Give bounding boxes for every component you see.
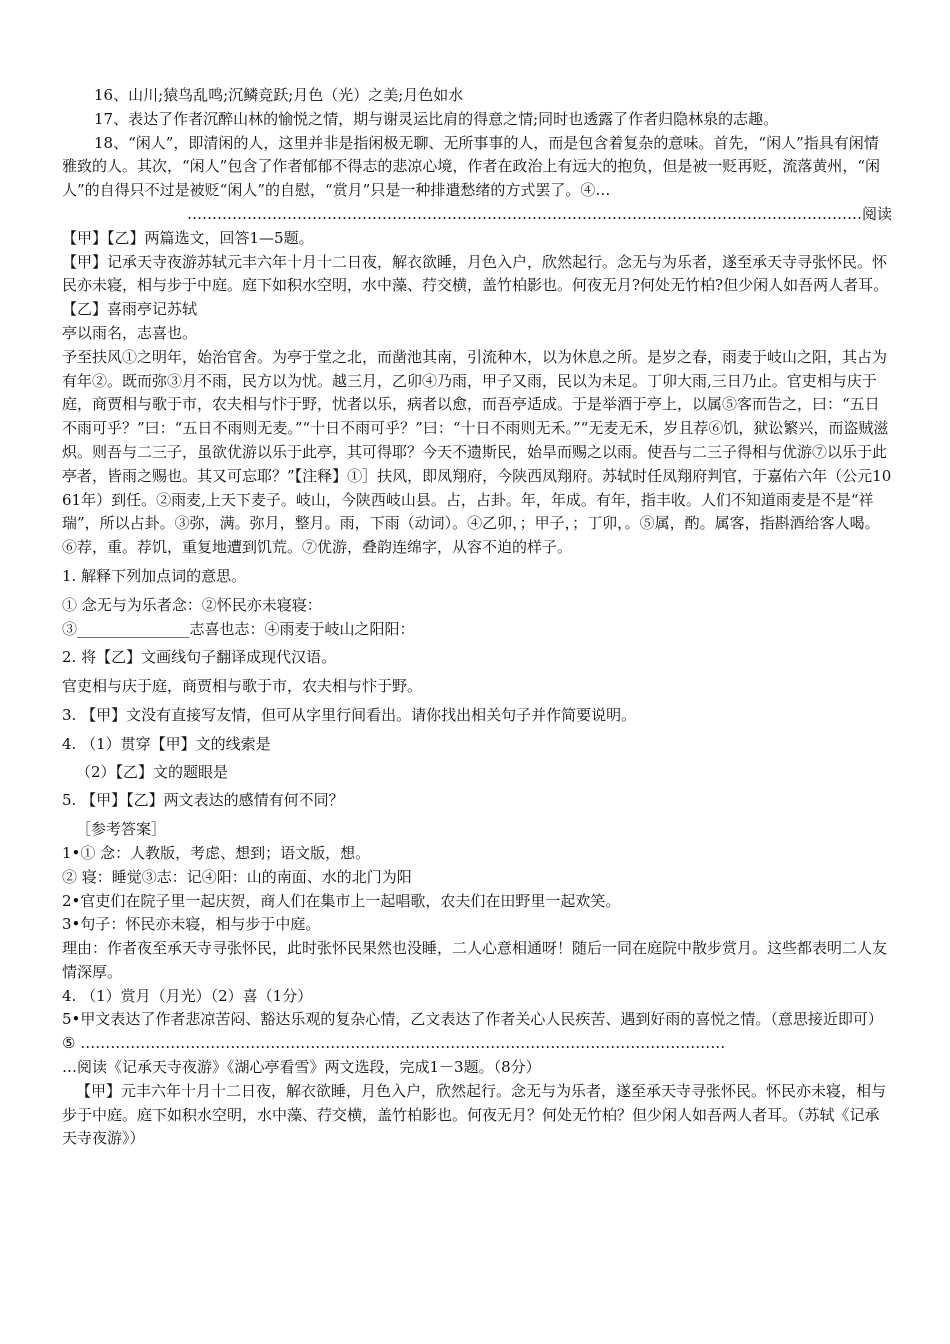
question-4: 4. （1）贯穿【甲】文的线索是 (62, 734, 271, 753)
answer-5: 5•甲文表达了作者悲凉苦闷、豁达乐观的复杂心情，乙文表达了作者关心人民疾苦、遇到好雨的喜悦之情。（意思接近即可） (62, 1010, 883, 1029)
answer-1-line1: 1•① 念：人教版，考虑、想到；语文版，想。 (62, 843, 371, 862)
separator-read: ………………………………………………………………………………………………………………………阅读 (186, 204, 892, 223)
reading1-intro: 【甲】【乙】两篇选文，回答1—5题。 (62, 228, 314, 247)
answer-2: 2•官吏们在院子里一起庆贺，商人们在集市上一起唱歌，农夫们在田野里一起欢笑。 (62, 891, 621, 910)
question-2-sentence: 官吏相与庆于庭，商贾相与歌于市，农夫相与忭于野。 (62, 677, 423, 696)
question-1-line1: ① 念无与为乐者念：②怀民亦未寝寝： (62, 595, 322, 614)
question-5: 5. 【甲】【乙】两文表达的感情有何不同？ (62, 791, 344, 810)
answer-3: 3•句子：怀民亦未寝，相与步于中庭。 (62, 915, 321, 934)
document-page (62, 84, 892, 1151)
answers-title: ［参考答案］ (76, 820, 167, 839)
answer-17: 17、表达了作者沉醉山林的愉悦之情，期与谢灵运比肩的得意之情;同时也透露了作者归隐林泉的志趣。 (94, 109, 779, 128)
question-2: 2. 将【乙】文画线句子翻译成现代汉语。 (62, 648, 337, 667)
reading1-yi-line1: 亭以雨名，志喜也。 (62, 323, 198, 342)
question-4-part2: （2）【乙】文的题眼是 (76, 762, 229, 781)
answer-16: 16、山川;猿鸟乱鸣;沉鳞竞跃;月色（光）之美;月色如水 (94, 86, 464, 104)
answer-4: 4. （1）赏月（月光）（2）喜（1分） (62, 986, 313, 1005)
question-1-line2: ③_______________志喜也志：④雨麦于岐山之阳阳： (62, 619, 415, 638)
reading2-intro: …阅读《记承天寺夜游》《湖心亭看雪》两文选段，完成1－3题。（8分） (62, 1058, 541, 1077)
answer-1-line2: ② 寝：睡觉③志：记④阳：山的南面、水的北门为阳 (62, 867, 412, 886)
reading1-jia-text: 【甲】记承天寺夜游苏轼元丰六年十月十二日夜，解衣欲睡，月色入户，欣然起行。念无与为乐者，遂至承天寺寻张怀民。怀民亦未寝，相与步于中庭。庭下如积水空明，水中藻、荇交横，盖竹柏影也。何夜无月?何处无竹柏?但少闲人如吾两人者耳。 (62, 252, 889, 295)
separator-5: ⑤ ………………………………………………………………………………………………………………… (62, 1034, 726, 1053)
answer-3-reason: 理由：作者夜至承天寺寻张怀民，此时张怀民果然也没睡，二人心意相通呀！随后一同在庭院中散步赏月。这些都表明二人友情深厚。 (62, 939, 888, 981)
reading2-jia-text: 【甲】元丰六年十月十二日夜，解衣欲睡，月色入户，欣然起行。念无与为乐者，遂至承天寺寻张怀民。怀民亦未寝，相与步于中庭。庭下如积水空明，水中藻、荇交横，盖竹柏影也。何夜无月？何处无竹柏？但少闲人如吾两人者耳。（苏轼《记承天寺夜游》） (62, 1081, 887, 1148)
question-1: 1. 解释下列加点词的意思。 (62, 566, 247, 585)
question-3: 3. 【甲】文没有直接写友情，但可从字里行间看出。请你找出相关句子并作简要说明。 (62, 705, 637, 724)
reading1-yi-body: 予至扶风①之明年，始治官舍。为亭于堂之北，而凿池其南，引流种木，以为休息之所。是岁之春，雨麦于岐山之阳，其占为有年②。既而弥③月不雨，民方以为忧。越三月，乙卯④乃雨，甲子又雨，民以为未足。丁卯大雨,三日乃止。官吏相与庆于庭，商贾相与歌于市，农夫相与忭于野，忧者以乐，病者以愈，而吾亭适成。于是举酒于亭上，以属⑤客而告之，曰：“五日不雨可乎？”曰：“五日不雨则无麦。”“十日不雨可乎？”曰：“十日不雨则无禾。”“无麦无禾，岁且荐⑥饥，狱讼繁兴，而盗贼滋炽。则吾与二三子，虽欲优游以乐于此亭，其可得耶？今天不遗斯民，始旱而赐之以雨。使吾与二三子得相与优游⑦以乐于此亭者，皆雨之赐也。其又可忘耶？”【注释】①］扶风，即凤翔府，今陕西凤翔府。苏轼时任凤翔府判官，于嘉佑六年（公元1061年）到任。②雨麦,上天下麦子。岐山，今陕西岐山县。占，占卦。年，年成。有年，指丰收。人们不知道雨麦是不是“祥瑞”，所以占卦。③弥，满。弥月，整月。雨，下雨（动词）。④乙卯，；甲子，；丁卯，。⑤属，酌。属客，指斟酒给客人喝。⑥荐，重。荐饥，重复地遭到饥荒。⑦优游，叠韵连绵字，从容不迫的样子。 (62, 347, 892, 557)
reading1-yi-title: 【乙】喜雨亭记苏轼 (62, 300, 198, 319)
answer-18: 18、“闲人”，即清闲的人，这里并非是指闲极无聊、无所事事的人，而是包含着复杂的意味。首先，“闲人”指具有闲情雅致的人。其次，“闲人”包含了作者郁郁不得志的悲凉心境，作者在政治上有远大的抱负，但是被一贬再贬，流落黄州，“闲人”的自得只不过是被贬“闲人”的自慰，“赏月”只是一种排遣愁绪的方式罢了。④… (62, 133, 881, 200)
